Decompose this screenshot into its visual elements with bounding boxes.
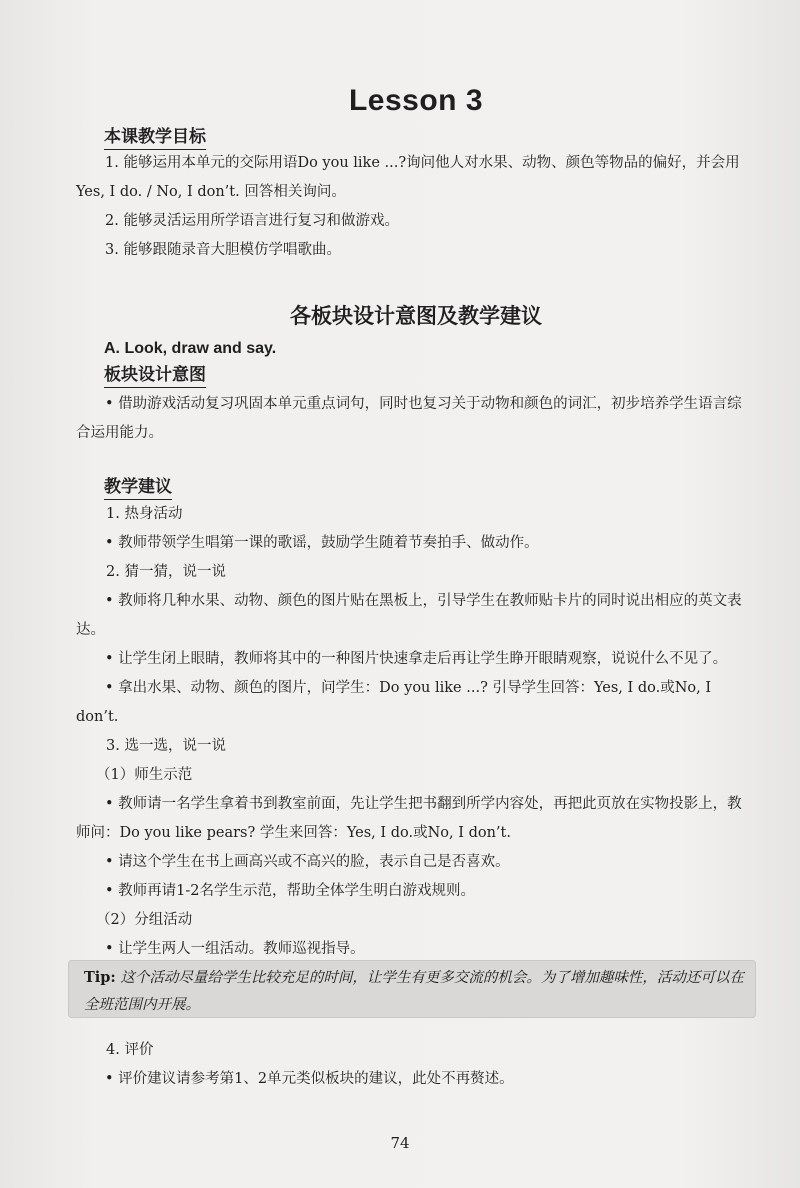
sub-heading: （2）分组活动 xyxy=(96,912,193,928)
list-item: • 教师带领学生唱第一课的歌谣，鼓励学生随着节奏拍手、做动作。 xyxy=(105,535,539,551)
evaluation-block xyxy=(76,1036,756,1094)
lesson-title: Lesson 3 xyxy=(348,84,484,117)
list-item: • 请这个学生在书上画高兴或不高兴的脸，表示自己是否喜欢。 xyxy=(105,854,510,870)
tip-text: 这个活动尽量给学生比较充足的时间，让学生有更多交流的机会。为了增加趣味性，活动还可以在全班范围内开展。 xyxy=(84,970,744,1013)
objective-item: 1. 能够运用本单元的交际用语Do you like ...?询问他人对水果、动物、颜色等物品的偏好，并会用Yes, I do. / No, I don’t. 回答相关询问。 xyxy=(76,155,740,200)
list-item: • 教师请一名学生拿着书到教室前面，先让学生把书翻到所学内容处，再把此页放在实物投影上，教师问：Do you like pears? 学生来回答：Yes, I do.或No, I don’t. xyxy=(76,796,742,841)
objective-item: 3. 能够跟随录音大胆模仿学唱歌曲。 xyxy=(105,242,341,258)
sub-heading: （1）师生示范 xyxy=(96,767,193,783)
objective-item: 2. 能够灵活运用所学语言进行复习和做游戏。 xyxy=(105,213,399,229)
list-item: • 拿出水果、动物、颜色的图片，问学生：Do you like ...? 引导学生回答：Yes, I do.或No, I don’t. xyxy=(76,680,712,725)
intent-text: • 借助游戏活动复习巩固本单元重点词句，同时也复习关于动物和颜色的词汇，初步培养学生语言综合运用能力。 xyxy=(76,396,742,441)
list-item: • 让学生两人一组活动。教师巡视指导。 xyxy=(105,941,365,957)
intent-heading: 板块设计意图 xyxy=(104,364,206,388)
section-a-title: A. Look, draw and say. xyxy=(104,340,277,357)
section-title: 各板块设计意图及教学建议 xyxy=(290,304,542,328)
list-item: • 评价建议请参考第1、2单元类似板块的建议，此处不再赘述。 xyxy=(105,1071,514,1087)
tip-label: Tip: xyxy=(84,969,116,986)
list-item: • 教师将几种水果、动物、颜色的图片贴在黑板上，引导学生在教师贴卡片的同时说出相应的英文表达。 xyxy=(76,593,742,638)
tip-content xyxy=(68,964,756,1019)
step-heading: 4. 评价 xyxy=(106,1042,154,1058)
page-number: 74 xyxy=(390,1134,410,1152)
suggest-heading: 教学建议 xyxy=(104,476,172,500)
suggestions-body xyxy=(76,500,756,964)
objectives-list xyxy=(76,149,756,265)
objectives-heading: 本课教学目标 xyxy=(104,126,206,150)
list-item: • 教师再请1-2名学生示范，帮助全体学生明白游戏规则。 xyxy=(105,883,476,899)
tip-box xyxy=(68,960,756,1018)
list-item: • 让学生闭上眼睛，教师将其中的一种图片快速拿走后再让学生睁开眼睛观察，说说什么不见了。 xyxy=(105,651,728,667)
step-heading: 3. 选一选，说一说 xyxy=(106,738,226,754)
step-heading: 2. 猜一猜，说一说 xyxy=(106,564,226,580)
step-heading: 1. 热身活动 xyxy=(106,506,183,522)
